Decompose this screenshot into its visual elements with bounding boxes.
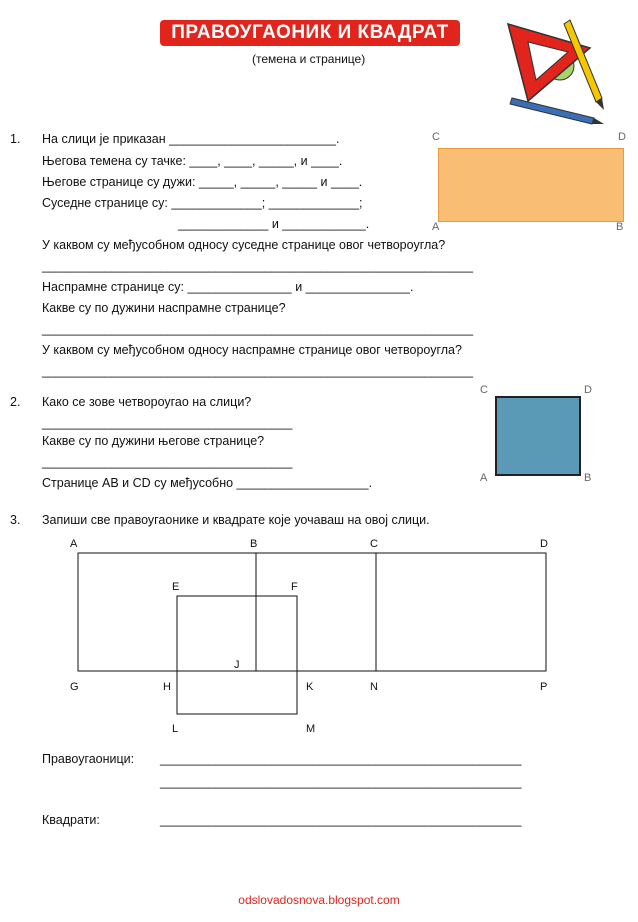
- answer-line: ____________________________________________________: [160, 813, 522, 827]
- answer-line: ______________________________________________________________: [42, 259, 474, 273]
- q1-line: Какве су по дужини наспрамне странице?: [42, 301, 286, 315]
- point-label-n: N: [370, 681, 378, 693]
- q2-line: Какве су по дужини његове странице?: [42, 434, 265, 448]
- answer-line: ____________________________________: [42, 416, 293, 430]
- point-label-p: P: [540, 681, 548, 693]
- point-label-l: L: [172, 723, 179, 735]
- q1-line: Његове странице су дужи: _____, _____, _____ и ____.: [42, 175, 363, 189]
- point-label-h: H: [163, 681, 171, 693]
- vertex-label-d: D: [618, 131, 626, 143]
- worksheet-title: ПРАВОУГАОНИК И КВАДРАТ: [160, 20, 460, 46]
- answer-line: ____________________________________: [42, 455, 293, 469]
- square-eflm: [177, 596, 297, 714]
- vertex-label-c: C: [432, 131, 440, 143]
- squares-label: Квадрати:: [42, 813, 100, 827]
- footer-url: odslovadosnova.blogspot.com: [238, 893, 400, 907]
- q2-line: Странице AB и CD су међусобно ___________________.: [42, 476, 373, 490]
- point-label-j: J: [234, 659, 240, 671]
- q1-line: На слици је приказан ________________________.: [42, 132, 340, 146]
- vertex-label-c: C: [480, 384, 488, 396]
- vertex-label-b: B: [584, 472, 592, 484]
- q2-line: Како се зове четвороугао на слици?: [42, 395, 252, 409]
- q1-line: Суседне странице су: _____________; _____________;: [42, 196, 363, 210]
- point-label-e: E: [172, 581, 180, 593]
- rectangles-label: Правоугаоници:: [42, 752, 135, 766]
- point-label-m: M: [306, 723, 316, 735]
- worksheet-subtitle: (темена и странице): [252, 52, 366, 66]
- q3-prompt: Запиши све правоугаонике и квадрате које уочаваш на овој слици.: [42, 513, 430, 527]
- point-label-d: D: [540, 538, 548, 550]
- vertex-label-a: A: [432, 221, 440, 233]
- answer-line: ____________________________________________________: [160, 775, 522, 789]
- point-label-g: G: [70, 681, 79, 693]
- point-label-f: F: [291, 581, 298, 593]
- vertex-label-b: B: [616, 221, 624, 233]
- q1-line: Његова темена су тачке: ____, ____, _____, и ____.: [42, 154, 343, 168]
- question-2-number: 2.: [10, 395, 21, 409]
- point-label-c: C: [370, 538, 378, 550]
- q1-line: У каквом су међусобном односу наспрамне странице овог четвороугла?: [42, 343, 462, 357]
- answer-line: ______________________________________________________________: [42, 364, 474, 378]
- vertex-label-a: A: [480, 472, 488, 484]
- q1-line: _____________ и ____________.: [178, 217, 370, 231]
- q1-line: У каквом су међусобном односу суседне странице овог четвороугла?: [42, 238, 446, 252]
- answer-line: ______________________________________________________________: [42, 322, 474, 336]
- question-3-number: 3.: [10, 513, 21, 527]
- point-label-k: K: [306, 681, 314, 693]
- point-label-a: A: [70, 538, 78, 550]
- vertex-label-d: D: [584, 384, 592, 396]
- q1-line: Наспрамне странице су: _______________ и _______________.: [42, 280, 414, 294]
- point-label-b: B: [250, 538, 258, 550]
- answer-line: ____________________________________________________: [160, 752, 522, 766]
- question-1-number: 1.: [10, 132, 21, 146]
- outer-rectangle-adpg: [78, 553, 546, 671]
